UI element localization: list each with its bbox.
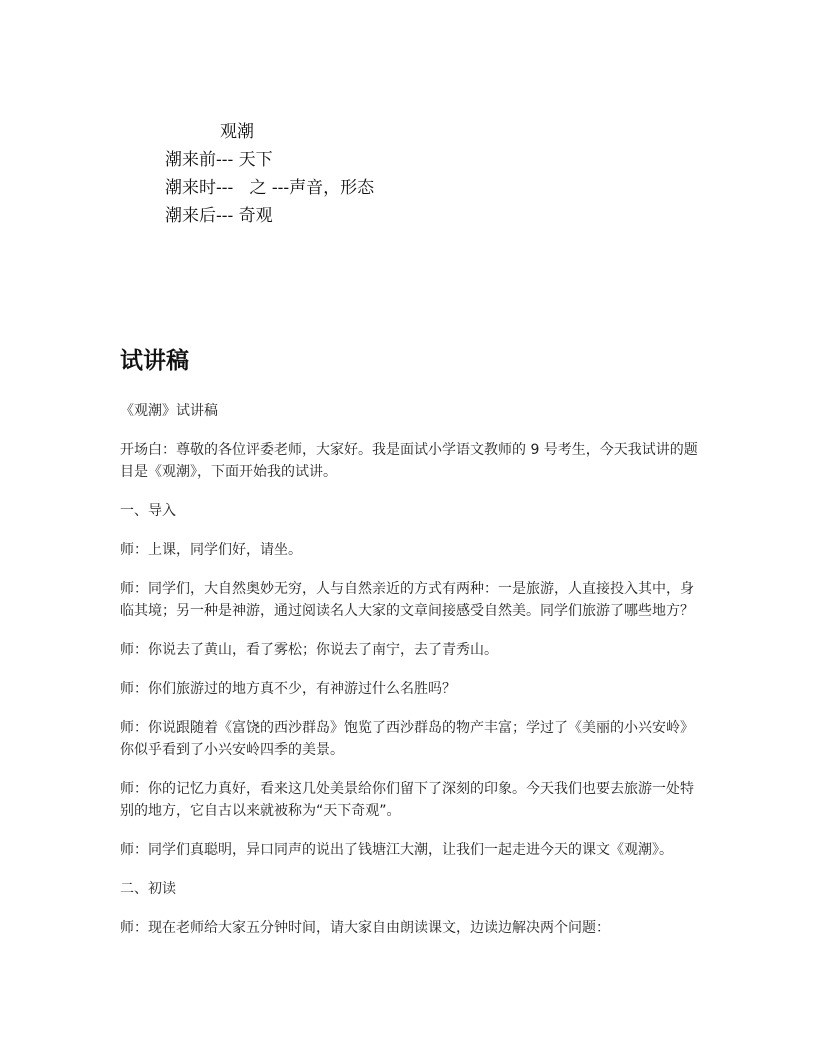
paragraph: 师：现在老师给大家五分钟时间，请大家自由朗读课文，边读边解决两个问题： <box>120 920 610 936</box>
paragraph: 二、初读 <box>120 881 176 897</box>
board-line: 潮来时--- 之 ---声音，形态 <box>165 178 375 198</box>
document-body <box>120 400 705 956</box>
paragraph: 师：你说去了黄山，看了雾松；你说去了南宁，去了青秀山。 <box>120 642 498 658</box>
paragraph: 开场白：尊敬的各位评委老师，大家好。我是面试小学语文教师的 9 号考生，今天我试讲的题目是《观潮》，下面开始我的试讲。 <box>120 442 698 480</box>
paragraph: 一、导入 <box>120 503 176 519</box>
paragraph: 《观潮》试讲稿 <box>120 403 218 419</box>
paragraph: 师：你们旅游过的地方真不少，有神游过什么名胜吗？ <box>120 681 456 697</box>
paragraph: 师：你说跟随着《富饶的西沙群岛》饱览了西沙群岛的物产丰富；学过了《美丽的小兴安岭》你似乎看到了小兴安岭四季的美景。 <box>120 720 694 758</box>
board-title: 观潮 <box>220 122 254 142</box>
board-line: 潮来前--- 天下 <box>165 150 273 170</box>
paragraph: 师：上课，同学们好，请坐。 <box>120 542 302 558</box>
blackboard-outline <box>165 118 374 230</box>
paragraph: 师：同学们真聪明，异口同声的说出了钱塘江大潮，让我们一起走进今天的课文《观潮》。 <box>120 842 673 858</box>
board-line: 潮来后--- 奇观 <box>165 206 273 226</box>
paragraph: 师：你的记忆力真好，看来这几处美景给你们留下了深刻的印象。今天我们也要去旅游一处特别的地方，它自古以来就被称为“天下奇观”。 <box>120 781 694 819</box>
section-heading: 试讲稿 <box>120 348 189 374</box>
paragraph: 师：同学们，大自然奥妙无穷，人与自然亲近的方式有两种：一是旅游，人直接投入其中，身临其境；另一种是神游，通过阅读名人大家的文章间接感受自然美。同学们旅游了哪些地方？ <box>120 581 694 619</box>
